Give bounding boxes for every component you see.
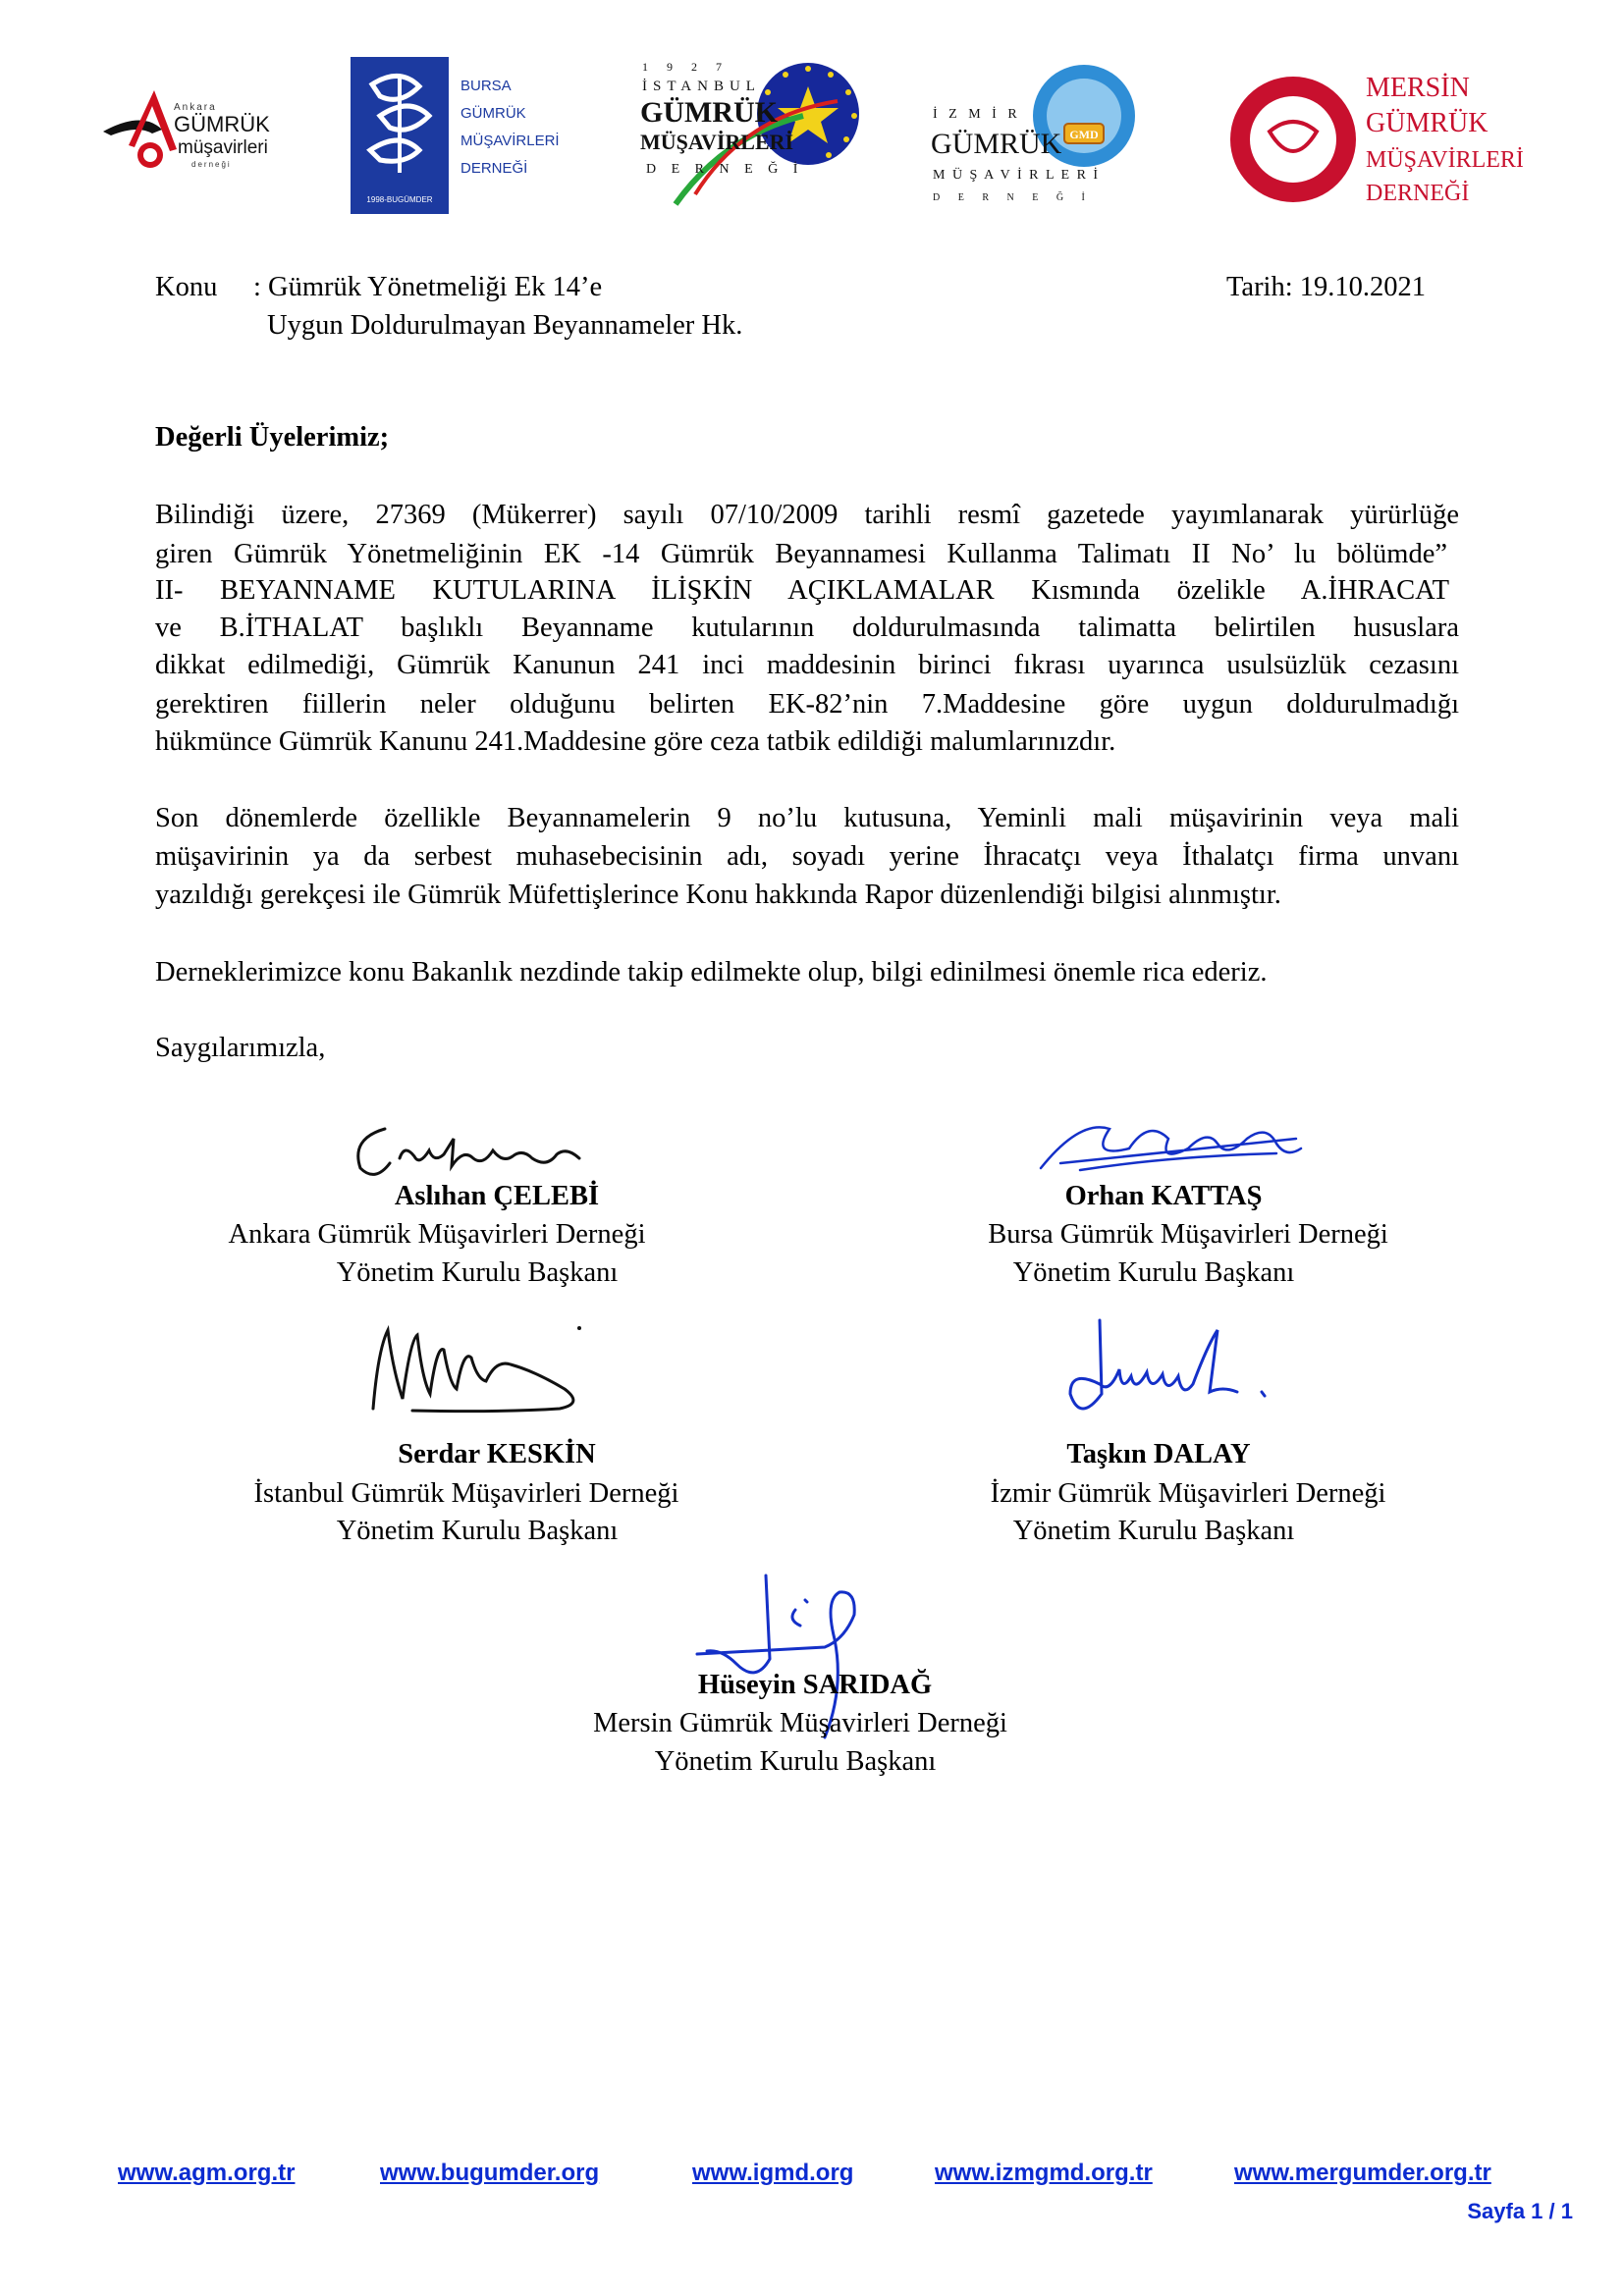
signatory-name-5: Hüseyin SARIDAĞ [697, 1670, 933, 1700]
bursa-logo-caption: 1998-BUGÜMDER [366, 195, 433, 204]
istanbul-logo-bottom: D E R N E Ğ İ [646, 162, 804, 177]
signature-orhan [1021, 1109, 1316, 1188]
p1-line: gerektiren fiillerin neler olduğunu belirten EK-82’nin 7.Maddesine göre uygun doldurulmadığı [155, 689, 1459, 720]
p1-line: hükmünce Gümrük Kanunu 241.Maddesine göre ceza tatbik edildiği malumlarınızdır. [155, 726, 1116, 757]
p2-line: yazıldığı gerekçesi ile Gümrük Müfettişlerince Konu hakkında Rapor düzenlendiği bilgisi alınmıştır. [155, 880, 1281, 910]
ankara-logo [83, 71, 299, 179]
bursa-logo [351, 57, 560, 214]
istanbul-logo-year: 1 9 2 7 [642, 60, 730, 74]
ankara-logo-main: GÜMRÜK [174, 112, 270, 136]
p1-line: dikkat edilmediği, Gümrük Kanunun 241 inci maddesinin birinci fıkrası uyarınca usulsüzlük cezasını [155, 650, 1459, 680]
signatory-org-1: Ankara Gümrük Müşavirleri Derneği [228, 1219, 646, 1250]
signatory-org-5: Mersin Gümrük Müşavirleri Derneği [593, 1708, 1007, 1738]
signature-taskin [1060, 1315, 1296, 1443]
footer-link-izmgmd[interactable]: www.izmgmd.org.tr [935, 2160, 1153, 2186]
signatory-name-3: Serdar KESKİN [398, 1439, 596, 1469]
salutation: Değerli Üyelerimiz; [155, 422, 390, 453]
page-number: Sayfa 1 / 1 [1467, 2199, 1573, 2223]
bursa-logo-line2: GÜMRÜK [460, 105, 526, 122]
subject-line-2: Uygun Doldurulmayan Beyannameler Hk. [267, 310, 743, 341]
signatory-name-4: Taşkın DALAY [1066, 1439, 1251, 1469]
p2-line: müşavirinin ya da serbest muhasebecisinin adı, soyadı yerine İhracatçı veya İthalatçı firma unvanı [155, 841, 1459, 872]
mersin-logo-line1: MERSİN [1366, 73, 1470, 103]
footer-link-bugumder[interactable]: www.bugumder.org [380, 2160, 600, 2186]
letter-date: Tarih: 19.10.2021 [1226, 272, 1427, 302]
subject-line-1: : Gümrük Yönetmeliği Ek 14’e [253, 272, 603, 302]
ankara-logo-sub: müşavirleri [178, 137, 268, 158]
izmir-logo-city: İ Z M İ R [933, 107, 1021, 122]
signatory-name-1: Aslıhan ÇELEBİ [394, 1181, 600, 1211]
izmir-logo [927, 57, 1153, 224]
signatory-title-5: Yönetim Kurulu Başkanı [654, 1746, 937, 1777]
signatory-name-2: Orhan KATTAŞ [1064, 1181, 1263, 1211]
izmir-logo-bottom: D E R N E Ğ İ [933, 192, 1093, 203]
mersin-logo-line4: DERNEĞİ [1366, 181, 1470, 206]
izmir-logo-badge: GMD [1069, 128, 1099, 141]
signature-serdar [353, 1310, 599, 1428]
ankara-logo-top: Ankara [174, 102, 217, 113]
izmir-logo-main: GÜMRÜK [931, 128, 1062, 160]
paragraph-3: Derneklerimizce konu Bakanlık nezdinde takip edilmekte olup, bilgi edinilmesi önemle rica ederiz. [155, 957, 1268, 988]
bursa-logo-line3: MÜŞAVİRLERİ [460, 133, 560, 149]
ankara-logo-bottom: derneği [191, 160, 232, 169]
footer-link-agm[interactable]: www.agm.org.tr [118, 2160, 296, 2186]
p1-line: giren Gümrük Yönetmeliğinin EK -14 Gümrük Beyannamesi Kullanma Talimatı II No’ lu bölümde” [155, 539, 1447, 569]
istanbul-logo-city: İSTANBUL [642, 79, 761, 94]
mersin-logo [1230, 63, 1524, 220]
signatory-title-3: Yönetim Kurulu Başkanı [336, 1516, 619, 1546]
signatory-title-2: Yönetim Kurulu Başkanı [1012, 1257, 1295, 1288]
p1-line: Bilindiği üzere, 27369 (Mükerrer) sayılı 07/10/2009 tarihli resmî gazetede yayımlanarak yürürlüğe [155, 500, 1459, 530]
signatory-title-4: Yönetim Kurulu Başkanı [1012, 1516, 1295, 1546]
footer-link-mergumder[interactable]: www.mergumder.org.tr [1234, 2160, 1491, 2186]
mersin-logo-line2: GÜMRÜK [1366, 108, 1489, 138]
signatory-org-3: İstanbul Gümrük Müşavirleri Derneği [253, 1478, 679, 1509]
footer-link-igmd[interactable]: www.igmd.org [692, 2160, 854, 2186]
izmir-logo-sub: M Ü Ş A V İ R L E R İ [933, 168, 1101, 183]
istanbul-logo-sub: MÜŞAVİRLERİ [640, 130, 794, 154]
p2-line: Son dönemlerde özellikle Beyannamelerin 9 no’lu kutusuna, Yeminli mali müşavirinin veya mali [155, 803, 1459, 833]
signatory-org-2: Bursa Gümrük Müşavirleri Derneği [988, 1219, 1388, 1250]
subject-label: Konu [155, 272, 218, 302]
istanbul-logo-main: GÜMRÜK [640, 96, 778, 129]
mersin-logo-line3: MÜŞAVİRLERİ [1366, 147, 1524, 173]
signature-aslihan [346, 1119, 591, 1188]
signatory-title-1: Yönetim Kurulu Başkanı [336, 1257, 619, 1288]
signatory-org-4: İzmir Gümrük Müşavirleri Derneği [990, 1478, 1386, 1509]
bursa-logo-line4: DERNEĞİ [460, 160, 528, 177]
p1-line: ve B.İTHALAT başlıklı Beyanname kutularının doldurulmasında talimatta belirtilen hususlara [155, 613, 1459, 643]
bursa-logo-line1: BURSA [460, 78, 512, 94]
closing: Saygılarımızla, [155, 1033, 326, 1063]
p1-line: II- BEYANNAME KUTULARINA İLİŞKİN AÇIKLAMALAR Kısmında özelikle A.İHRACAT [155, 575, 1449, 606]
istanbul-logo [636, 57, 862, 214]
